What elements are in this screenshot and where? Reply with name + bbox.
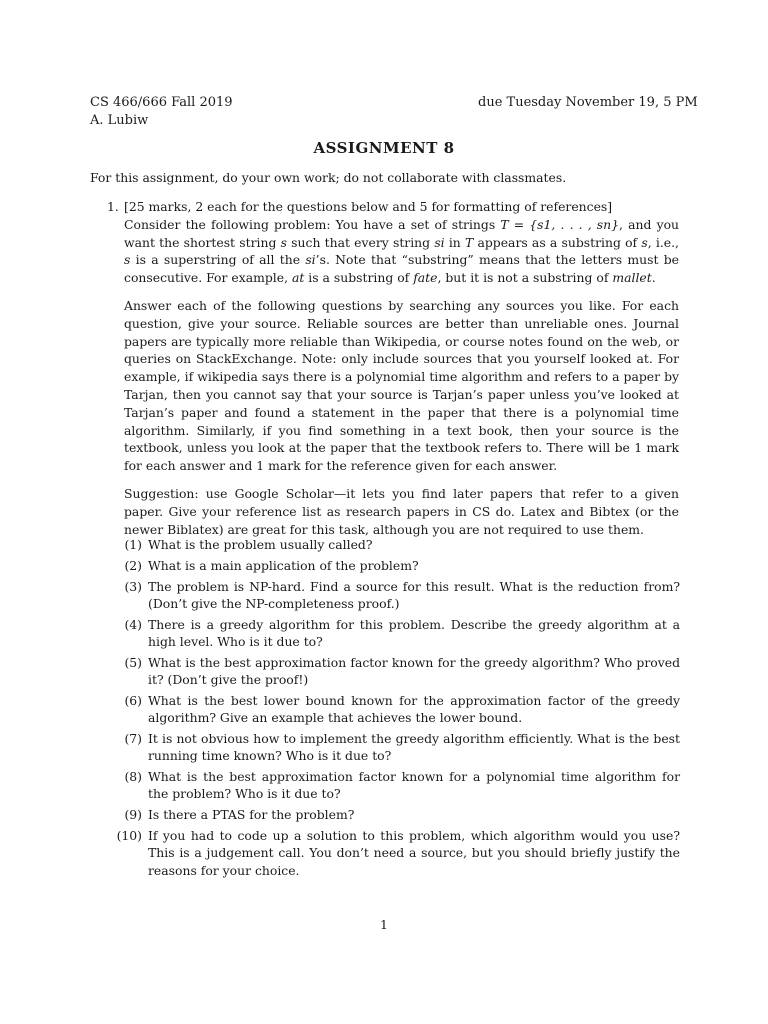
due-date: due Tuesday November 19, 5 PM: [478, 95, 698, 110]
page-number: 1: [380, 917, 388, 932]
subquestion-item: [110, 654, 680, 689]
subquestion-text: Is there a PTAS for the problem?: [148, 807, 355, 823]
subquestion-label: (5): [124, 654, 142, 670]
suggestion-paragraph: Suggestion: use Google Scholar—it lets you find later papers that refer to a given paper. Give your reference list as research papers in CS do. Latex and Bibtex (or the newer Biblatex) are great for this task, although you are not required to use them.: [124, 485, 679, 537]
subquestion-item: [110, 768, 680, 803]
subquestion-label: (2): [124, 557, 142, 573]
subquestion-label: (10): [116, 827, 142, 843]
subquestion-item: [110, 806, 680, 823]
subquestion-item: [110, 692, 680, 727]
subquestion-text: What is the best approximation factor known for the greedy algorithm? Who proved it? (Don’t give the proof!): [148, 654, 680, 688]
subquestion-label: (6): [124, 692, 142, 708]
subquestion-item: [110, 536, 680, 553]
subquestion-text: What is the problem usually called?: [148, 537, 373, 552]
subquestion-text: What is the best lower bound known for the approximation factor of the greedy algorithm? Give an example that achieves the lower bound.: [148, 692, 680, 726]
subquestion-label: (1): [124, 537, 142, 552]
subquestion-label: (8): [124, 769, 142, 785]
subquestion-text: What is a main application of the problem?: [148, 557, 419, 573]
subquestion-label: (3): [124, 578, 142, 594]
problem-statement: Consider the following problem: You have a set of strings T = {s1, . . . , sn}, and you want the shortest string s such that every string si in T appears as a substring of s, i.e., s is a superstring of all the si’s. Note that “substring” means that the letters must be consecutive. For example, at is a substring of fate, but it is not a substring of mallet.: [124, 216, 680, 286]
subquestion-list: [110, 536, 680, 882]
subquestion-item: [110, 827, 680, 879]
subquestion-text: What is the best approximation factor known for a polynomial time algorithm for the problem? Who is it due to?: [148, 769, 680, 802]
subquestion-text: If you had to code up a solution to this problem, which algorithm would you use? This is a judgement call. You don’t need a source, but you should briefly justify the reasons for your choice.: [148, 827, 680, 878]
question-body: [124, 198, 679, 548]
question-number: 1.: [107, 199, 119, 214]
subquestion-item: [110, 578, 680, 613]
subquestion-label: (7): [124, 730, 142, 746]
instructions-paragraph: Answer each of the following questions by searching any sources you like. For each question, give your source. Reliable sources are better than unreliable ones. Journal papers are typically more reliable than Wikipedia, or course notes found on the web, or queries on StackExchange. Note: only include sources that you yourself looked at. For example, if wikipedia says there is a polynomial time algorithm and refers to a paper by Tarjan, then you cannot say that your source is Tarjan’s paper unless you’ve looked at Tarjan’s paper and found a statement in the paper that there is a polynomial time algorithm. Similarly, if you find something in a text book, then your source is the textbook, unless you look at the paper that the textbook refers to. There will be 1 mark for each answer and 1 mark for the reference given for each answer.: [124, 297, 679, 474]
instructor-name: A. Lubiw: [90, 113, 149, 128]
subquestion-text: There is a greedy algorithm for this problem. Describe the greedy algorithm at a high level. Who is it due to?: [148, 616, 680, 649]
subquestion-label: (4): [124, 616, 142, 632]
intro-text: For this assignment, do your own work; do not collaborate with classmates.: [90, 170, 567, 185]
subquestion-item: [110, 730, 680, 765]
assignment-title: ASSIGNMENT 8: [313, 139, 455, 157]
marks-line: [25 marks, 2 each for the questions below and 5 for formatting of references]: [124, 199, 613, 214]
subquestion-text: It is not obvious how to implement the greedy algorithm efficiently. What is the best running time known? Who is it due to?: [148, 730, 680, 764]
course-code: CS 466/666 Fall 2019: [90, 95, 233, 110]
subquestion-text: The problem is NP-hard. Find a source for this result. What is the reduction from? (Don’t give the NP-completeness proof.): [148, 578, 680, 611]
subquestion-item: [110, 557, 680, 574]
subquestion-label: (9): [124, 807, 142, 823]
subquestion-item: [110, 616, 680, 651]
